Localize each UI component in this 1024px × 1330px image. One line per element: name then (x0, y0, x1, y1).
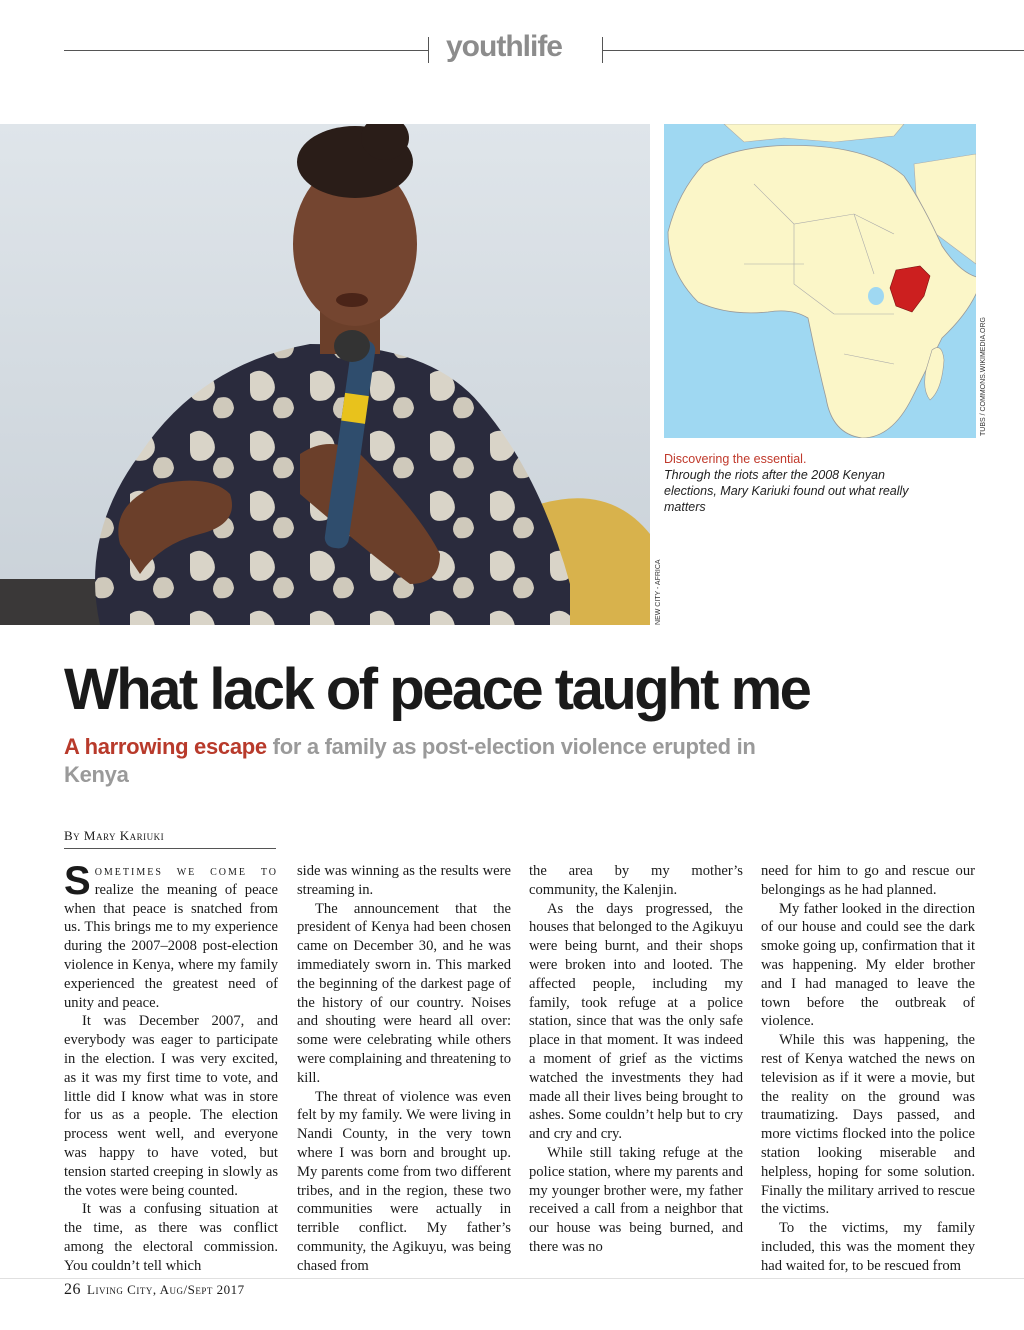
subhead-accent: A harrowing escape (64, 734, 267, 759)
paragraph: need for him to go and rescue our belongings as he had planned. (761, 863, 975, 898)
map-credit: TUBS / COMMONS.WIKIMEDIA.ORG (980, 316, 987, 436)
paragraph: side was winning as the results were streaming in. (297, 863, 511, 898)
headline: What lack of peace taught me (64, 657, 810, 722)
publication-name: Living City, Aug/Sept 2017 (87, 1282, 245, 1297)
paragraph: It was a confusing situation at the time, as there was conflict among the electoral commission. You couldn’t tell which (64, 1201, 278, 1274)
paragraph: The announcement that the president of Kenya had been chosen came on December 30, and he was immediately sworn in. This marked the beginning of the darkest page of the history of our country. Noises and shouting were heard all over: some were celebrating while others were complaining and threatening to kill. (297, 900, 511, 1086)
paragraph: To the victims, my family included, this was the moment they had waited for, to be rescued from (761, 1220, 975, 1274)
page-footer (64, 1281, 245, 1299)
paragraph: As the days progressed, the houses that belonged to the Agikuyu were being burnt, and their shops were broken into and looted. The affected people, including my family, took refuge at a police station, since that was the only safe place in that moment. It was indeed a moment of grief as the victims watched the investments they had made all their lives being brought to ashes. Some couldn’t help but to cry and cry and cry. (529, 900, 743, 1143)
subheadline (64, 733, 764, 789)
lead-in: ometimes we come to (94, 863, 278, 879)
subhead-rest: for a family as post-election violence erupted in Kenya (64, 734, 756, 787)
article-column-2 (297, 862, 511, 1274)
paragraph: While still taking refuge at the police station, where my parents and my younger brother were, my father received a call from a neighbor that our house was being burned, and there was no (529, 1144, 743, 1255)
paragraph: While this was happening, the rest of Kenya watched the news on television as if it were a movie, but the reality on the ground was traumatizing. Days passed, and more victims flocked into the police station looking miserable and helpless, hoping for some solution. Finally the military arrived to rescue the victims. (761, 1032, 975, 1218)
byline: By Mary Kariuki (64, 828, 276, 849)
header-rule-left (64, 50, 428, 51)
article-column-3 (529, 862, 743, 1274)
paragraph: It was December 2007, and everybody was eager to participate in the election. I was very excited, as it was my first time to vote, and little did I know what was in store for us as a people. The election process went well, and everyone was happy to have voted, but tension started creeping in slowly as the votes were being counted. (64, 1013, 278, 1199)
speaker-photo (0, 124, 650, 625)
header-tick-left (428, 37, 429, 63)
section-label: youthlife (446, 30, 562, 63)
paragraph: realize the meaning of peace when that peace is snatched from us. This brings me to my experience during the 2007–2008 post-election violence in Kenya, where my family experienced the greatest need of unity and peace. (64, 881, 278, 1011)
africa-map (664, 124, 976, 438)
photo-credit: NEW CITY - AFRICA (655, 559, 662, 625)
paragraph: My father looked in the direction of our house and could see the dark smoke going up, confirmation that it was happening. My elder brother and I had managed to leave the town before the outbreak of violence. (761, 900, 975, 1030)
caption-body: Through the riots after the 2008 Kenyan elections, Mary Kariuki found out what really matters (664, 468, 909, 514)
photo-caption (664, 451, 924, 515)
caption-title: Discovering the essential. (664, 452, 807, 466)
paragraph: the area by my mother’s community, the Kalenjin. (529, 863, 743, 898)
drop-cap: S (64, 862, 91, 903)
article-column-1 (64, 862, 278, 1274)
article-column-4 (761, 862, 975, 1274)
header-rule-right (602, 50, 1024, 51)
footer-rule (0, 1278, 1024, 1279)
page-number: 26 (64, 1281, 81, 1298)
paragraph: The threat of violence was even felt by my family. We were living in Nandi County, in the very town where I was born and brought up. My parents come from two different tribes, and in the region, these two communities were actually in terrible conflict. My father’s community, the Agikuyu, was being chased from (297, 1088, 511, 1274)
